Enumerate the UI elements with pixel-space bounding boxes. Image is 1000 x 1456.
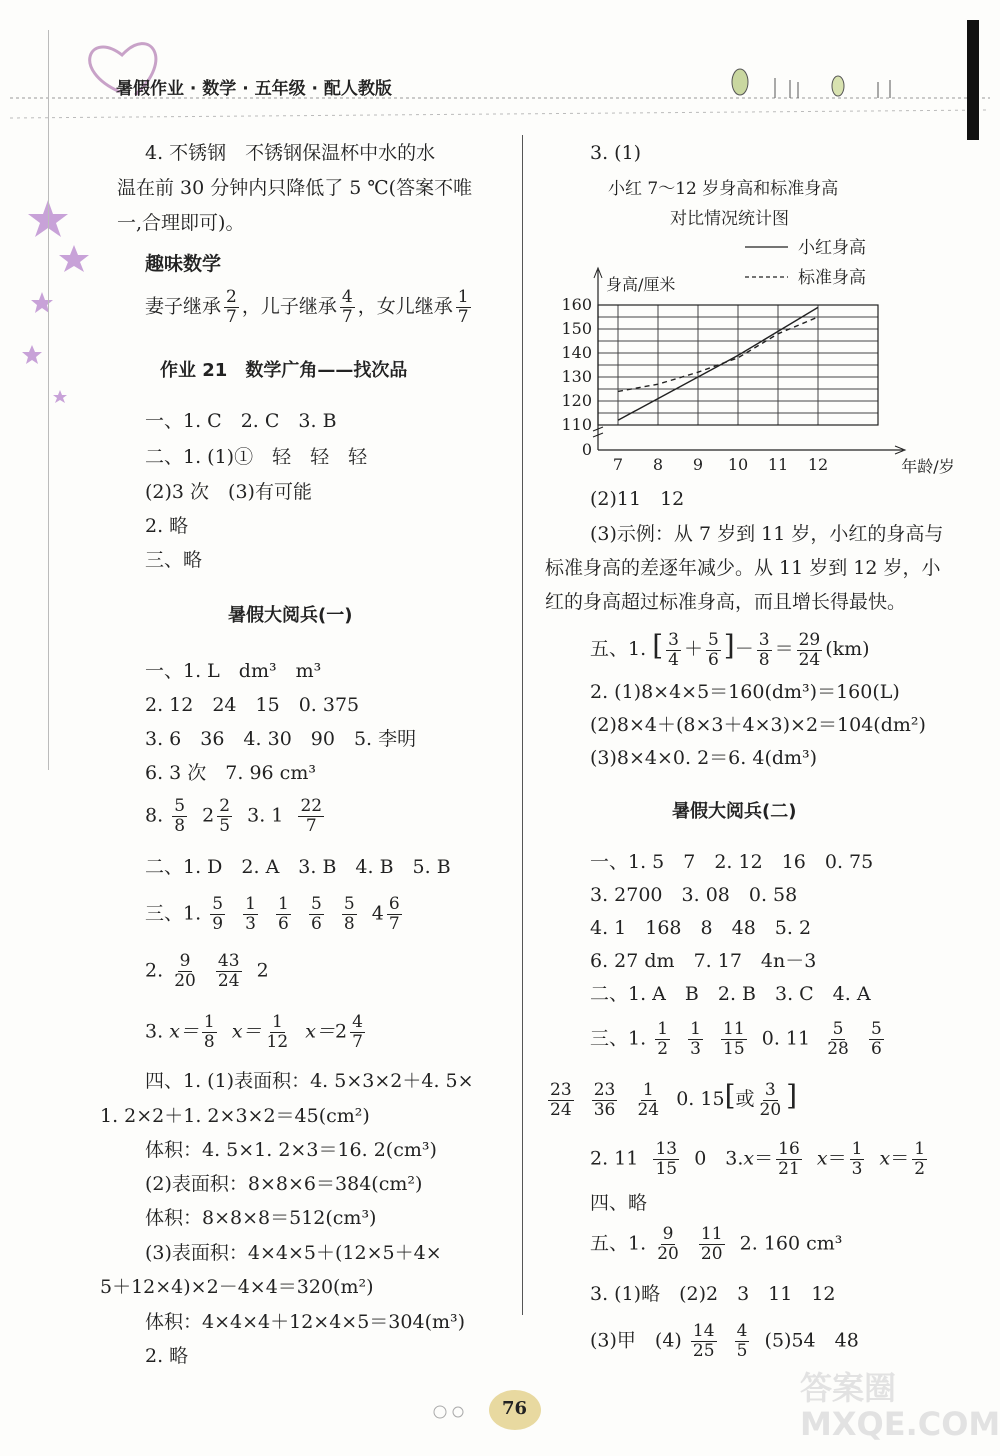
fraction: $\frac{14}{25}$ [692, 1321, 715, 1361]
star-icon [53, 390, 67, 403]
answer-4-line: 温在前 30 分钟内只降低了 5 ℃(答案不唯 [117, 177, 473, 199]
fraction: $\frac{1}{3}$ [690, 1019, 701, 1059]
page-edge [967, 20, 979, 140]
fraction: $\frac{3}{8}$ [758, 629, 770, 670]
fraction: $\frac{6}{7}$ [388, 894, 400, 934]
fraction: $\frac{9}{20}$ [657, 1224, 679, 1264]
fraction: $\frac{5}{6}$ [310, 894, 322, 934]
watermark: 答案圈 MXQE.COM [800, 1369, 1000, 1443]
review2-line: 3. 2700 3. 08 0. 58 [590, 884, 798, 906]
review2-line: 一、1. 5 7 2. 12 16 0. 75 [590, 851, 874, 873]
homework-21-title: 作业 21 数学广角——找次品 [160, 360, 408, 381]
review1-line: (3)表面积：4×4×5＋(12×5＋4× [145, 1242, 442, 1264]
fraction: $\frac{1}{3}$ [245, 894, 256, 934]
fraction: $\frac{5}{6}$ [707, 629, 719, 670]
q3-answer: (3)示例：从 7 岁到 11 岁，小红的身高与 [590, 523, 944, 545]
fraction: $\frac{1}{12}$ [266, 1012, 289, 1052]
answer-4-line: 一,合理即可)。 [117, 212, 245, 234]
fraction: $\frac{16}{21}$ [778, 1139, 800, 1179]
hw21-line: 2. 略 [145, 515, 189, 537]
review2-line: 2. 11 $\frac{13}{15}$ 0 3.x＝ $\frac{16}{21}$ x＝ $\frac{1}{3}$ x＝ $\frac{1}{2}$ [590, 1139, 926, 1179]
fraction: $\frac{1}{2}$ [914, 1139, 926, 1179]
height-chart [540, 230, 980, 480]
fraction: $\frac{3}{20}$ [759, 1079, 782, 1120]
review1-line: 体积：4. 5×1. 2×3＝16. 2(cm³) [145, 1139, 437, 1161]
x-tick-label: 7 [612, 455, 624, 474]
review2-line: 二、1. A B 2. B 3. C 4. A [590, 983, 871, 1005]
review2-line: 6. 27 dm 7. 17 4n－3 [590, 950, 817, 972]
fraction: $\frac{13}{15}$ [655, 1139, 678, 1179]
review1-line: 三、1. $\frac{5}{9}$ $\frac{1}{3}$ $\frac{1}{6}$ $\frac{5}{6}$ $\frac{5}{8}$ 4 $\frac{6}{7}$ [145, 894, 400, 934]
star-icon [31, 292, 53, 313]
star-decoration [20, 190, 100, 410]
fraction: $\frac{11}{15}$ [723, 1019, 745, 1059]
fraction: $\frac{2}{7}$ [226, 287, 237, 327]
fraction: $\frac{23}{24}$ [550, 1079, 572, 1120]
fraction: $\frac{9}{20}$ [174, 951, 196, 991]
review1-line: 2. 略 [145, 1345, 189, 1367]
q5-answer: (3)8×4×0. 2＝6. 4(dm³) [590, 747, 818, 769]
left-margin-line [48, 30, 49, 770]
x-tick-label: 8 [652, 455, 664, 474]
y-tick-label: 150 [561, 319, 592, 338]
y-tick-label: 0 [581, 440, 592, 459]
x-tick-label: 9 [692, 455, 704, 474]
x-tick-label: 10 [727, 455, 749, 474]
q3-answer: 标准身高的差逐年减少。从 11 岁到 12 岁，小 [545, 557, 941, 579]
q5-answer: (2)8×4＋(8×3＋4×3)×2＝104(dm²) [590, 714, 926, 736]
chart-title: 小红 7～12 岁身高和标准身高 [608, 179, 839, 199]
x-tick-label: 11 [767, 455, 789, 474]
fraction: $\frac{5}{28}$ [827, 1019, 849, 1059]
fun-math-answer: 妻子继承 $\frac{2}{7}$ ，儿子继承 $\frac{4}{7}$ ，女儿继承 $\frac{1}{7}$ [145, 287, 469, 327]
fraction: $\frac{1}{24}$ [637, 1079, 660, 1120]
x-axis-label: 年龄/岁 [901, 457, 955, 476]
review1-line: 一、1. L dm³ m³ [145, 660, 322, 682]
header-decoration [0, 0, 1000, 140]
fraction: $\frac{23}{36}$ [593, 1079, 616, 1120]
chart-title: 对比情况统计图 [670, 209, 789, 229]
column-divider [522, 135, 523, 1315]
fraction: $\frac{5}{6}$ [870, 1019, 882, 1059]
hw21-line: 二、1. (1)① 轻 轻 轻 [145, 446, 368, 468]
review1-line: 体积：8×8×8＝512(cm³) [145, 1207, 377, 1229]
review-2-title: 暑假大阅兵(二) [672, 801, 797, 822]
review1-line: 四、1. (1)表面积：4. 5×3×2＋4. 5× [145, 1070, 474, 1092]
star-icon [22, 345, 42, 364]
legend-label: 标准身高 [798, 268, 866, 288]
fraction: $\frac{11}{20}$ [700, 1224, 723, 1264]
q5-answer: 2. (1)8×4×5＝160(dm³)＝160(L) [590, 681, 900, 703]
review2-line: 四、略 [590, 1192, 648, 1214]
q3-label: 3. (1) [590, 142, 642, 164]
fraction: $\frac{5}{8}$ [343, 894, 355, 934]
header-title: 暑假作业 · 数学 · 五年级 · 配人教版 [116, 79, 392, 99]
fraction: $\frac{2}{5}$ [219, 796, 231, 836]
fraction: $\frac{3}{4}$ [668, 629, 679, 670]
fraction: $\frac{1}{6}$ [278, 894, 289, 934]
x-tick-label: 12 [807, 455, 829, 474]
tree-icon [832, 76, 844, 96]
review2-line: (3)甲 (4) $\frac{14}{25}$ $\frac{4}{5}$ (5)54 48 [590, 1321, 859, 1361]
answer-4-line: 4. 不锈钢 不锈钢保温杯中水的水 [145, 142, 436, 164]
y-tick-label: 120 [561, 391, 592, 410]
review2-line: 三、1. $\frac{1}{2}$ $\frac{1}{3}$ $\frac{11}{15}$ 0. 11 $\frac{5}{28}$ $\frac{5}{6}$ [590, 1019, 882, 1059]
fraction: $\frac{1}{2}$ [657, 1019, 669, 1059]
fraction: $\frac{5}{9}$ [212, 894, 224, 934]
tree-icon [732, 69, 748, 95]
review1-line: 3. 6 36 4. 30 90 5. 李明 [145, 728, 417, 750]
fraction: $\frac{1}{3}$ [851, 1139, 863, 1179]
fraction: $\frac{5}{8}$ [174, 796, 186, 836]
review1-line: 二、1. D 2. A 3. B 4. B 5. B [145, 856, 451, 878]
review1-line: 体积：4×4×4＋12×4×5＝304(m³) [145, 1311, 466, 1333]
star-icon [59, 245, 89, 272]
review1-line: 6. 3 次 7. 96 cm³ [145, 762, 316, 784]
q5-1-answer: 五、1. [ $\frac{3}{4}$ ＋ $\frac{5}{6}$ ]－ $\frac{3}{8}$ ＝ $\frac{29}{24}$ (km) [590, 629, 870, 670]
review2-line: 3. (1)略 (2)2 3 11 12 [590, 1283, 836, 1305]
y-tick-label: 130 [561, 367, 592, 386]
hw21-line: 三、略 [145, 549, 203, 571]
review2-line: 五、1. $\frac{9}{20}$ $\frac{11}{20}$ 2. 160 cm³ [590, 1224, 843, 1264]
page-number: 76 [502, 1398, 528, 1419]
series-line-2 [618, 317, 818, 391]
q3-answer: (2)11 12 [590, 488, 685, 510]
fraction: $\frac{1}{8}$ [203, 1012, 215, 1052]
footer-decoration [420, 1378, 580, 1438]
review1-line: (2)表面积：8×8×6＝384(cm²) [145, 1173, 423, 1195]
fraction: $\frac{43}{24}$ [217, 951, 240, 991]
review1-line: 2. 12 24 15 0. 375 [145, 694, 360, 716]
series-line-1 [618, 307, 818, 420]
fraction: $\frac{22}{7}$ [300, 796, 323, 836]
fraction: $\frac{4}{7}$ [341, 287, 353, 327]
review-1-title: 暑假大阅兵(一) [228, 605, 353, 626]
review1-line: 1. 2×2＋1. 2×3×2＝45(cm²) [100, 1105, 370, 1127]
review1-line: 2. $\frac{9}{20}$ $\frac{43}{24}$ 2 [145, 951, 269, 991]
q3-answer: 红的身高超过标准身高，而且增长得最快。 [545, 591, 907, 613]
review2-line: $\frac{23}{24}$ $\frac{23}{36}$ $\frac{1}{24}$ 0. 15[或 $\frac{3}{20}$ ] [550, 1079, 798, 1120]
review1-line: 8. $\frac{5}{8}$ 2 $\frac{2}{5}$ 3. 1 $\frac{22}{7}$ [145, 796, 323, 836]
review2-line: 4. 1 168 8 48 5. 2 [590, 917, 812, 939]
hw21-line: 一、1. C 2. C 3. B [145, 410, 337, 432]
review1-line: 3. x＝ $\frac{1}{8}$ x＝ $\frac{1}{12}$ x＝2 $\frac{4}{7}$ [145, 1012, 363, 1052]
review1-line: 5＋12×4)×2－4×4＝320(m²) [100, 1276, 374, 1298]
fraction: $\frac{1}{7}$ [457, 287, 469, 327]
y-tick-label: 160 [561, 295, 592, 314]
fraction: $\frac{4}{5}$ [736, 1321, 748, 1361]
fraction: $\frac{29}{24}$ [798, 629, 821, 670]
y-axis-label: 身高/厘米 [606, 275, 676, 294]
y-tick-label: 140 [561, 343, 592, 362]
legend-label: 小红身高 [798, 238, 866, 258]
hw21-line: (2)3 次 (3)有可能 [145, 481, 312, 503]
fraction: $\frac{4}{7}$ [352, 1012, 363, 1052]
fun-math-title: 趣味数学 [145, 253, 222, 275]
y-tick-label: 110 [561, 415, 592, 434]
